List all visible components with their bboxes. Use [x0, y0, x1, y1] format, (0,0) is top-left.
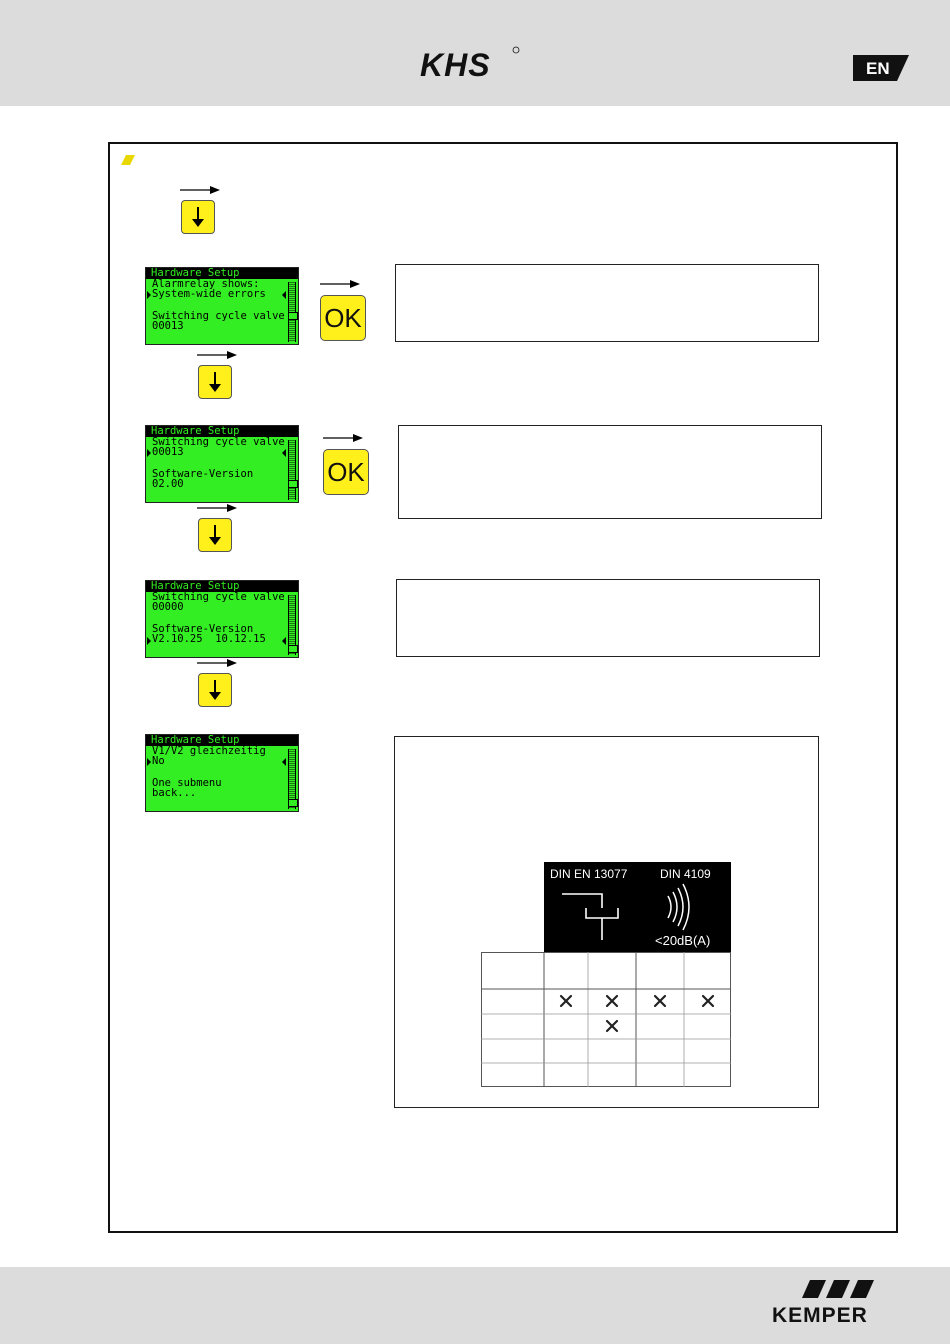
arrow-down-icon: [190, 206, 206, 228]
description-box-3: [396, 579, 820, 657]
lcd-line: V1/V2 gleichzeitig: [152, 745, 266, 757]
sound-waves-icon: [662, 882, 702, 932]
lcd-line: One submenu: [152, 777, 222, 789]
khs-logo-text: KHS: [420, 47, 491, 82]
lcd-scrollbar: [288, 595, 296, 655]
section-marker-icon: [121, 155, 135, 165]
lcd-scroll-thumb: [288, 312, 298, 320]
lcd-line-selected: System-wide errors: [152, 288, 266, 300]
lcd-line: Alarmrelay shows:: [152, 278, 260, 290]
arrow-right-icon: [197, 503, 237, 513]
lcd-title: Hardware Setup: [146, 581, 298, 592]
lcd-line: Switching cycle valve: [152, 310, 285, 322]
lcd-pointer-right-icon: [282, 758, 286, 766]
lcd-line-selected: No: [152, 755, 165, 767]
kemper-logo-text: KEMPER: [772, 1304, 868, 1327]
lcd-line: Software-Version: [152, 468, 254, 480]
din-compliance-table: [481, 952, 731, 1087]
lcd-screen-3: [145, 580, 299, 658]
arrow-down-icon: [207, 524, 223, 546]
lcd-line-selected: 00013: [152, 446, 184, 458]
lcd-scroll-thumb: [288, 480, 298, 488]
din-4109-label: DIN 4109: [660, 867, 711, 881]
description-box-1: [395, 264, 819, 342]
lcd-pointer-left-icon: [147, 637, 151, 645]
arrow-right-icon: [197, 658, 237, 668]
language-badge: EN: [866, 59, 890, 78]
lcd-line: back...: [152, 787, 197, 799]
lcd-screen-2: [145, 425, 299, 503]
lcd-scrollbar: [288, 282, 296, 342]
down-button[interactable]: [198, 673, 232, 707]
x-mark-icon: [607, 1021, 617, 1031]
arrow-down-icon: [207, 679, 223, 701]
arrow-right-icon: [320, 279, 360, 289]
lcd-screen-1: [145, 267, 299, 345]
arrow-right-icon: [197, 350, 237, 360]
arrow-right-icon: [323, 433, 363, 443]
lcd-scroll-thumb: [288, 645, 298, 653]
lcd-scroll-thumb: [288, 799, 298, 807]
down-button[interactable]: [198, 518, 232, 552]
lcd-line: Switching cycle valve: [152, 591, 285, 603]
noise-level-label: <20dB(A): [655, 933, 711, 948]
din-certification-panel: [544, 862, 731, 952]
lcd-pointer-left-icon: [147, 291, 151, 299]
arrow-right-icon: [180, 185, 220, 195]
lcd-scrollbar: [288, 749, 296, 809]
din-en-13077-label: DIN EN 13077: [550, 867, 628, 881]
khs-logo: [420, 42, 530, 82]
down-button[interactable]: [181, 200, 215, 234]
x-mark-icon: [703, 996, 713, 1006]
lcd-title: Hardware Setup: [146, 735, 298, 746]
lcd-line: 00000: [152, 601, 184, 613]
description-box-2: [398, 425, 822, 519]
lcd-pointer-right-icon: [282, 637, 286, 645]
lcd-line: Switching cycle valve: [152, 436, 285, 448]
lcd-title: Hardware Setup: [146, 268, 298, 279]
lcd-pointer-right-icon: [282, 291, 286, 299]
x-mark-icon: [655, 996, 665, 1006]
lcd-pointer-left-icon: [147, 449, 151, 457]
arrow-down-icon: [207, 371, 223, 393]
down-button[interactable]: [198, 365, 232, 399]
x-mark-icon: [561, 996, 571, 1006]
lcd-scrollbar: [288, 440, 296, 500]
ok-button[interactable]: OK: [320, 295, 366, 341]
lcd-line: 02.00: [152, 478, 184, 490]
lcd-pointer-right-icon: [282, 449, 286, 457]
x-mark-icon: [607, 996, 617, 1006]
lcd-line: Software-Version: [152, 623, 254, 635]
lcd-line-selected: V2.10.25 10.12.15: [152, 633, 266, 645]
ok-button[interactable]: OK: [323, 449, 369, 495]
lcd-line: 00013: [152, 320, 184, 332]
lcd-pointer-left-icon: [147, 758, 151, 766]
air-gap-symbol-icon: [558, 888, 628, 944]
lcd-title: Hardware Setup: [146, 426, 298, 437]
lcd-screen-4: [145, 734, 299, 812]
